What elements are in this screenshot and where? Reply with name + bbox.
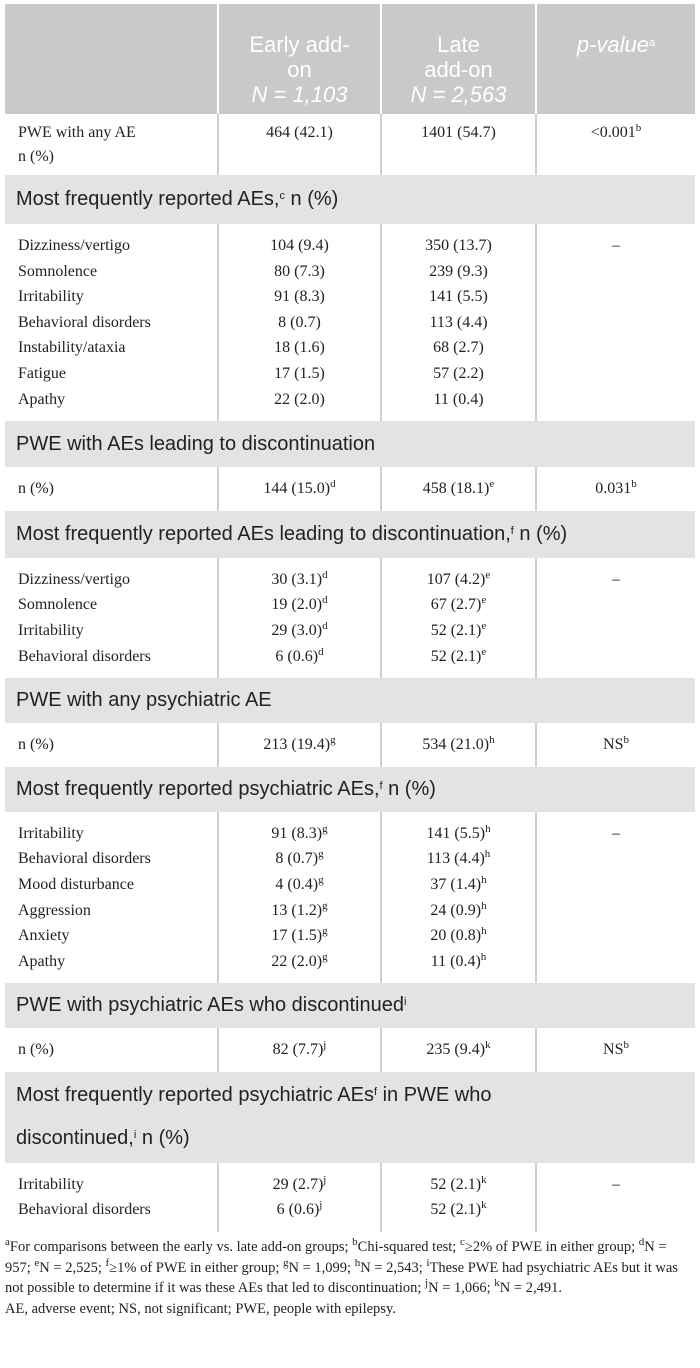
table-cell-line: Behavioral disorders <box>18 313 151 331</box>
discontinuation-aes-block: Dizziness/vertigo Somnolence Irritability Behavioral disorders 30 $(3.1)^d$ 19 $(2.0)^d$ 29 $(3.0)^d$ 6 $(0.6)^d$ 107 $(4.2)^e$ 67 $(2.7)^e$ 52 $(2.1)^e$ 52 $(2.1)^e$ – <box>5 558 695 678</box>
table-cell-line: Aggression <box>18 901 91 919</box>
table-cell-line: Apathy <box>18 390 66 408</box>
table-cell-line: Irritability <box>18 621 84 639</box>
table-cell-line: 37 $(1.4)^h$ <box>430 873 487 893</box>
table-cell-line: 8 $(0.7)^g$ <box>275 848 324 868</box>
psychiatric-discontinued-aes-block: Irritability Behavioral disorders 29 $(2.7)^j$ 6 $(0.6)^j$ 52 $(2.1)^k$ 52 $(2.1)^k$ – <box>5 1163 695 1232</box>
table-cell-line: 68 (2.7) <box>433 339 484 357</box>
header-blank <box>5 4 218 114</box>
table-cell-line: 104 (9.4) <box>270 237 329 254</box>
table-cell-line: 24 $(0.9)^h$ <box>430 899 487 919</box>
table-cell-line: 29 $(2.7)^j$ <box>272 1173 327 1193</box>
section-discontinuation: PWE with AEs leading to discontinuation <box>5 421 695 467</box>
table-cell-line: 350 (13.7) <box>425 237 492 254</box>
table-cell-line: 19 $(2.0)^d$ <box>271 594 328 614</box>
table-cell-line: 13 $(1.2)^g$ <box>271 899 328 919</box>
table-cell-line: Mood disturbance <box>18 875 134 893</box>
any-ae-p: <0.001$^b$ <box>536 114 695 175</box>
table-cell-line: 141 $(5.5)^h$ <box>426 822 491 842</box>
table-cell-line: 11 (0.4) <box>433 390 484 408</box>
table-cell-line: Somnolence <box>18 596 98 614</box>
header-late-add-on: Late add-on N = 2,563 <box>381 4 536 114</box>
footnote-definitions: $^a$For comparisons between the early vs. late add-on groups; $^b$Chi-squared test; $^c$≥2% of PWE in either group; $^d$N = 957; $^e$N = 2,525; $^f$≥1% of PWE in either group; $^g$N = 1,099; $^h$N = 2,543; $^i$These PWE had psychiatric AEs but it was not possible to determine if it was these AEs that led to discontinuation; $^j$N = 1,066; $^k$N = 2,491. <box>5 1236 678 1296</box>
table-cell-line: 30 $(3.1)^d$ <box>271 568 328 588</box>
table-cell-line: 52 $(2.1)^e$ <box>430 645 487 665</box>
table-cell-line: 6 $(0.6)^j$ <box>276 1199 323 1219</box>
section-discontinuation-aes: Most frequently reported AEs leading to discontinuation,$^f$ n (%) <box>5 511 695 558</box>
header-p-value: p-value$^a$ <box>536 4 695 114</box>
table-cell-line: Fatigue <box>18 364 66 382</box>
header-row <box>5 4 695 114</box>
frequent-ae-early <box>218 224 381 421</box>
table-cell-line: 17 (1.5) <box>274 364 325 382</box>
table-cell-line: 29 $(3.0)^d$ <box>271 619 328 639</box>
frequent-ae-p: – <box>536 224 695 421</box>
table-cell-line: Apathy <box>18 952 66 970</box>
table-cell-line: 57 (2.2) <box>433 364 484 382</box>
section-psychiatric: PWE with any psychiatric AE <box>5 678 695 723</box>
table-cell-line: 113 (4.4) <box>429 313 488 331</box>
table-cell-line: 52 $(2.1)^k$ <box>430 1199 487 1219</box>
table-footnotes <box>5 1235 695 1319</box>
any-ae-early: 464 (42.1) <box>218 114 381 175</box>
table-cell-line: 91 (8.3) <box>274 288 325 306</box>
discontinuation-row: n (%) 144 $(15.0)^d$ 458 $(18.1)^e$ 0.031$^b$ <box>5 467 695 511</box>
table-cell-line: 52 $(2.1)^e$ <box>430 619 487 639</box>
header-early-add-on: Early add- on N = 1,103 <box>218 4 381 114</box>
psychiatric-discontinued-row: n (%) 82 $(7.7)^j$ 235 $(9.4)^k$ $NS^b$ <box>5 1028 695 1072</box>
table-cell-line: 6 $(0.6)^d$ <box>275 645 324 665</box>
table-cell-line: Irritability <box>18 824 84 842</box>
table-cell-line: 17 $(1.5)^g$ <box>271 925 328 945</box>
ae-table <box>5 4 695 1232</box>
psychiatric-aes-block: Irritability Behavioral disorders Mood disturbance Aggression Anxiety Apathy 91 $(8.3)^g$ 8 $(0.7)^g$ 4 $(0.4)^g$ 13 $(1.2)^g$ 17 $(1.5)^g$ 22 $(2.0)^g$ 141 $(5.5)^h$ 113 $(4.4)^h$ 37 $(1.4)^h$ 24 $(0.9)^h$ 20 $(0.8)^h$ 11 $(0.4)^h$ – <box>5 812 695 984</box>
table-cell-line: Anxiety <box>18 927 70 945</box>
table-cell-line: Behavioral disorders <box>18 850 151 868</box>
frequent-ae-late <box>381 224 536 421</box>
table-cell-line: 91 $(8.3)^g$ <box>271 822 328 842</box>
table-cell-line: Somnolence <box>18 262 98 280</box>
table-cell-line: 52 $(2.1)^k$ <box>430 1173 487 1193</box>
table-cell-line: Behavioral disorders <box>18 647 151 665</box>
psychiatric-row: n (%) 213 $(19.4)^g$ 534 $(21.0)^h$ $NS^b$ <box>5 723 695 767</box>
frequent-aes-block <box>5 224 695 421</box>
any-ae-late: 1401 (54.7) <box>381 114 536 175</box>
table-cell-line: 18 (1.6) <box>274 339 325 357</box>
table-cell-line: Dizziness/vertigo <box>18 237 130 254</box>
table-cell-line: Irritability <box>18 1175 84 1193</box>
table-cell-line: Behavioral disorders <box>18 1201 151 1219</box>
section-psychiatric-aes: Most frequently reported psychiatric AEs,$^f$ n (%) <box>5 767 695 812</box>
section-frequent-aes: Most frequently reported AEs,$^c$ n (%) <box>5 175 695 224</box>
table-cell-line: 141 (5.5) <box>429 288 488 306</box>
table-cell-line: 22 $(2.0)^g$ <box>271 950 328 970</box>
any-ae-row <box>5 114 695 175</box>
footnote-abbreviations: AE, adverse event; NS, not significant; PWE, people with epilepsy. <box>5 1300 396 1317</box>
table-cell-line: Irritability <box>18 288 84 306</box>
table-cell-line: 4 $(0.4)^g$ <box>275 873 324 893</box>
table-cell-line: 20 $(0.8)^h$ <box>430 925 487 945</box>
table-cell-line: 239 (9.3) <box>429 262 488 280</box>
header-early-n: N = 1,103 <box>251 82 348 107</box>
section-psychiatric-discontinued-aes: Most frequently reported psychiatric AEs$^f$ in PWE who discontinued,$^i$ n (%) <box>5 1072 695 1163</box>
table-cell-line: Dizziness/vertigo <box>18 570 130 588</box>
table-cell-line: 80 (7.3) <box>274 262 325 280</box>
frequent-ae-labels <box>5 224 218 421</box>
header-late-n: N = 2,563 <box>410 82 507 107</box>
section-psychiatric-discontinued: PWE with psychiatric AEs who discontinued$^i$ <box>5 983 695 1028</box>
table-cell-line: 67 $(2.7)^e$ <box>430 594 487 614</box>
table-cell-line: 107 $(4.2)^e$ <box>426 568 491 588</box>
table-cell-line: 113 $(4.4)^h$ <box>426 848 491 868</box>
any-ae-label: PWE with any AE n (%) <box>18 124 136 165</box>
table-cell-line: Instability/ataxia <box>18 339 126 357</box>
table-cell-line: 11 $(0.4)^h$ <box>430 950 487 970</box>
table-cell-line: 8 (0.7) <box>278 313 321 331</box>
table-cell-line: 22 (2.0) <box>274 390 325 408</box>
